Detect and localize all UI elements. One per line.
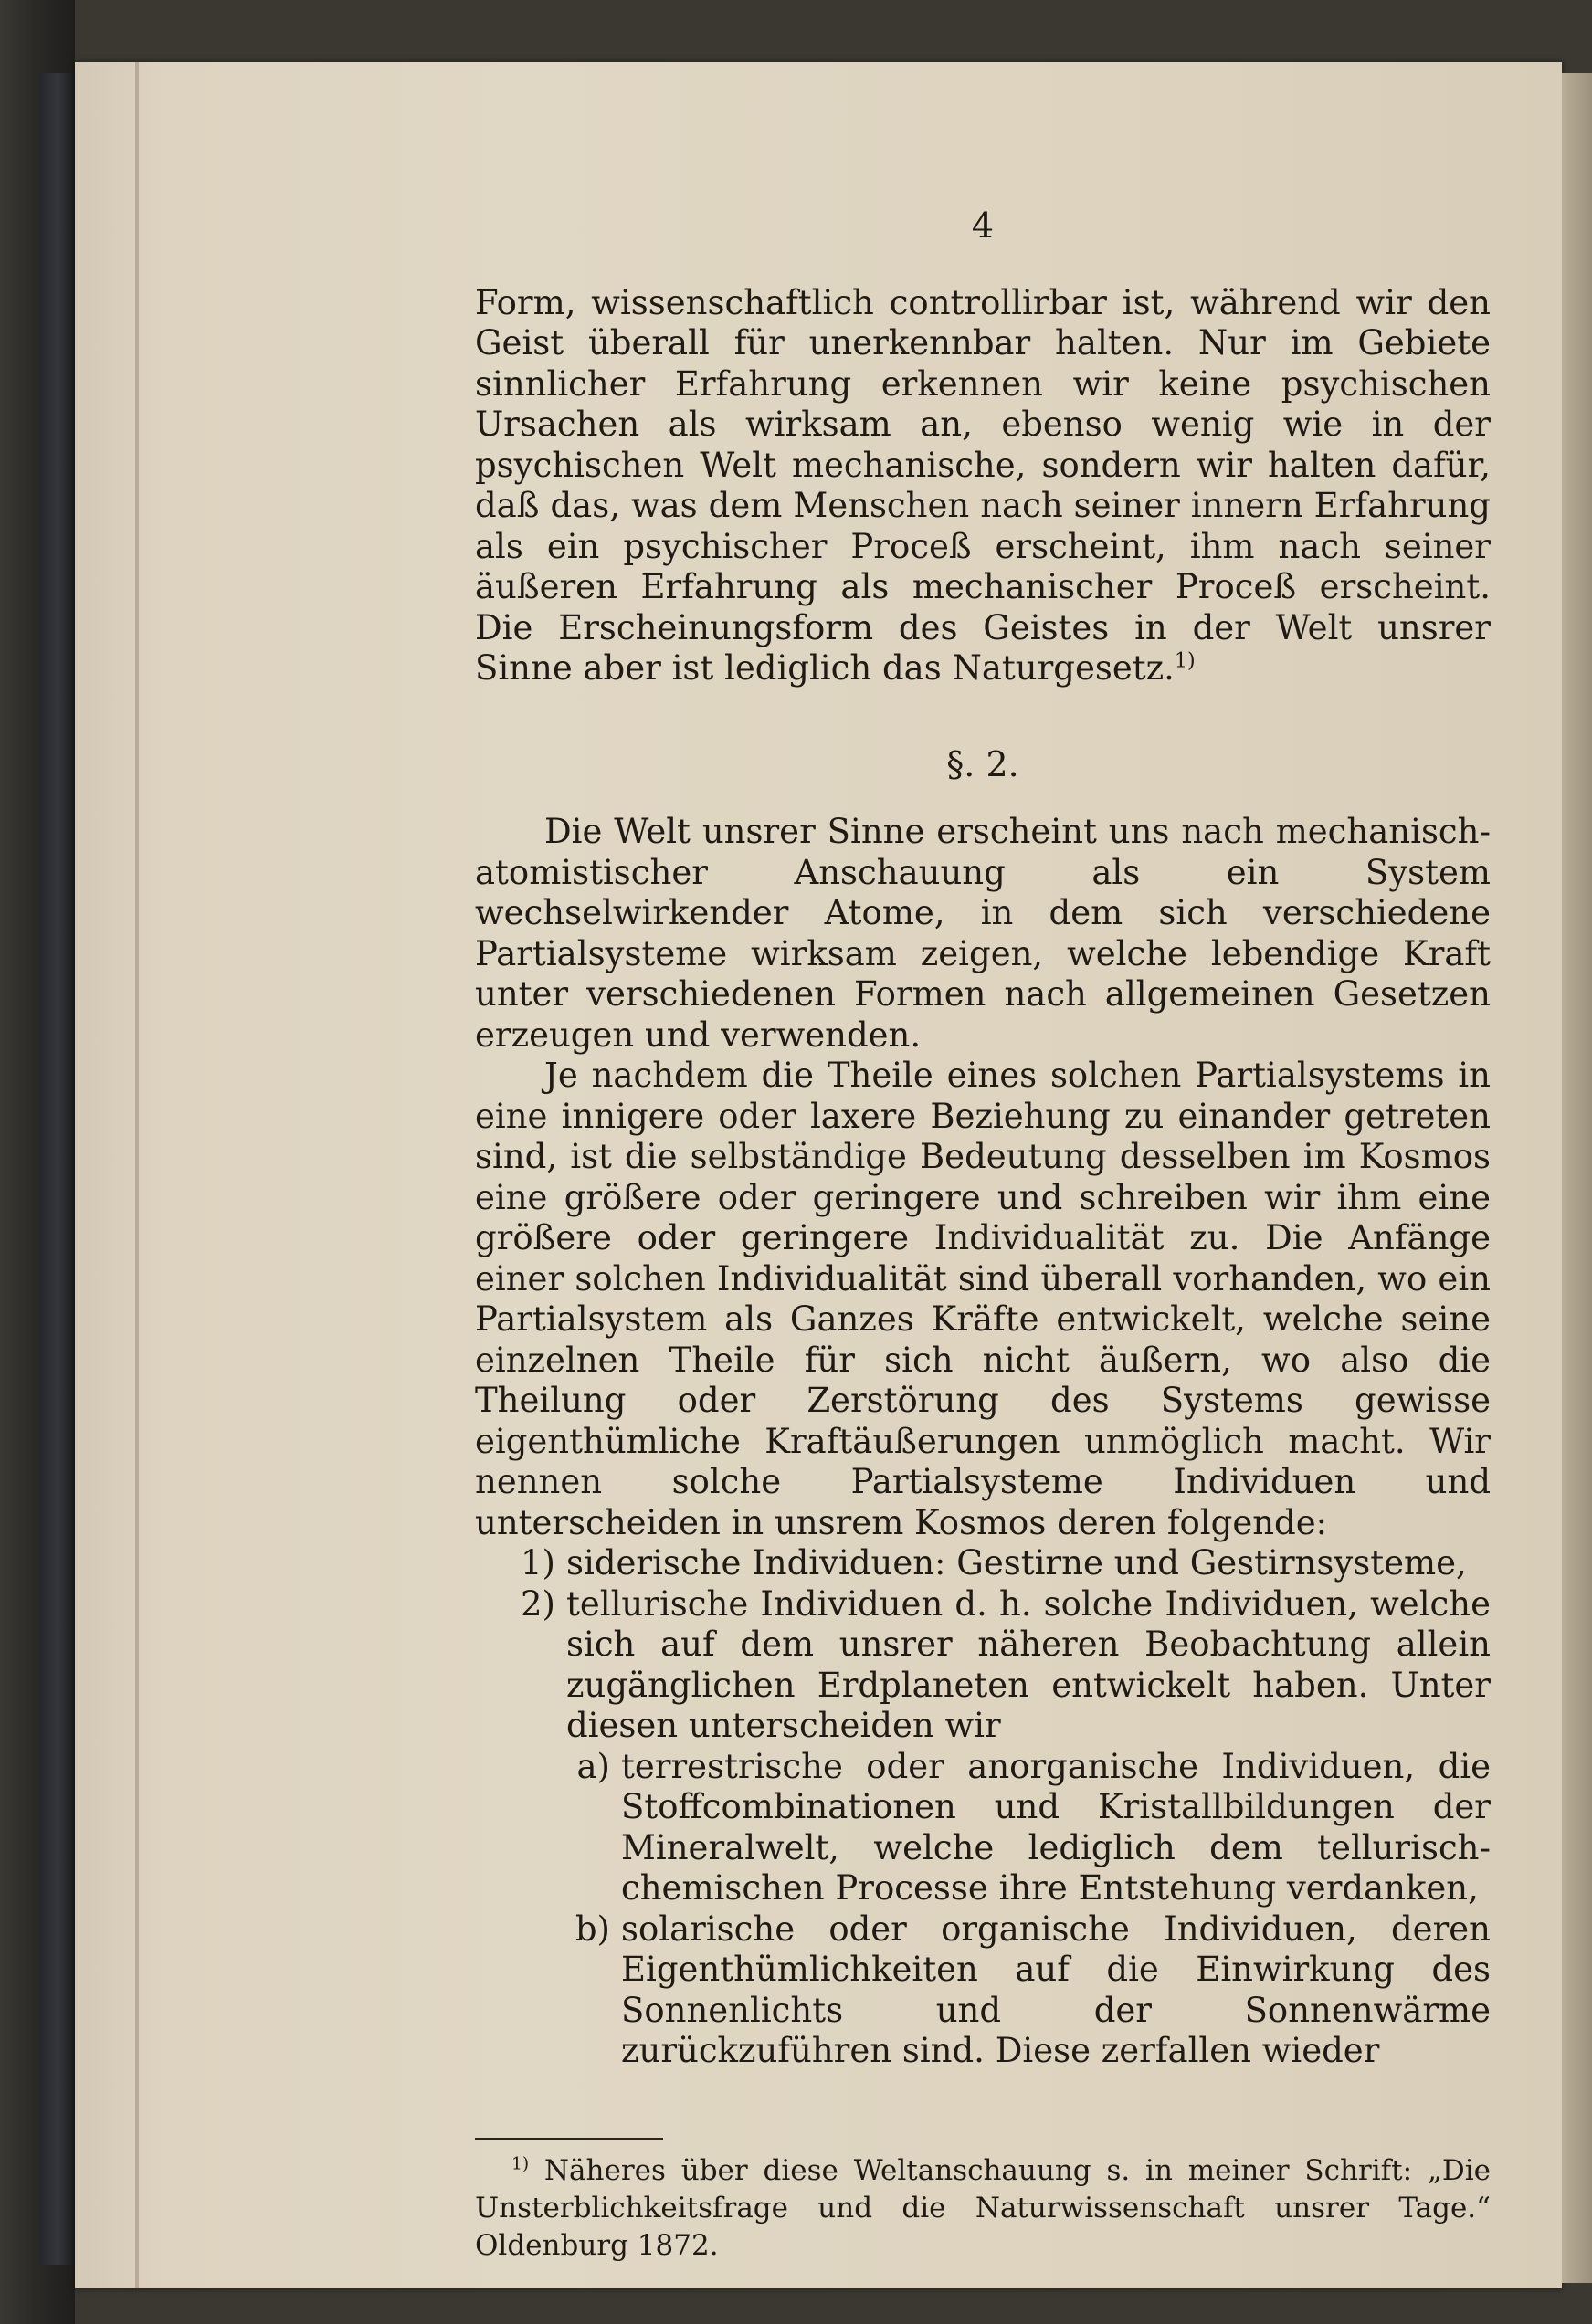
- list-text: solarische oder organische Individuen, deren Eigenthümlichkeiten auf die Einwirkung des Sonnenlichts und der Sonnenwärme zurückzuführen sind. Diese zerfallen wieder: [621, 1909, 1491, 2070]
- list-text: terrestrische oder anorganische Individuen, die Stoffcombinationen und Kristallbildungen der Mineralwelt, welche lediglich dem tellurisch-chemischen Processe ihre Entstehung verdanken,: [621, 1746, 1491, 1908]
- next-page-edge: [1562, 73, 1592, 2283]
- footnote-reference: 1): [1174, 648, 1196, 673]
- list-marker: 2): [521, 1583, 555, 1624]
- page-fold-line: [135, 62, 139, 2288]
- paragraph-text: Form, wissenschaftlich controllirbar ist, während wir den Geist überall für unerkennbar halten. Nur im Gebiete sinnlicher Erfahrung erkennen wir keine psychischen Ursachen als wirksam an, ebenso wenig wie in der psychischen Welt mechanische, sondern wir halten dafür, daß das, was dem Menschen nach seiner innern Erfahrung als ein psychischer Proceß erscheint, ihm nach seiner äußeren Erfahrung als mechanischer Proceß erscheint. Die Erscheinungsform des Geistes in der Welt unsrer Sinne aber ist lediglich das Naturgesetz.: [475, 282, 1491, 688]
- sublist-item: [475, 1909, 1491, 2072]
- section-heading: §. 2.: [946, 743, 1019, 784]
- book-spine-edge: [40, 73, 77, 2265]
- list-marker: b): [575, 1909, 610, 1949]
- paragraph: Je nachdem die Theile eines solchen Partialsystems in eine innigere oder laxere Beziehung zu einander getreten sind, ist die selbständige Bedeutung desselben im Kosmos eine größere oder geringere und schreiben wir ihm eine größere oder geringere Individualität zu. Die Anfänge einer solchen Individualität sind überall vorhanden, wo ein Partialsystem als Ganzes Kräfte entwickelt, welche seine einzelnen Theile für sich nicht äußern, wo also die Theilung oder Zerstörung des Systems gewisse eigenthümliche Kraftäußerungen unmöglich macht. Wir nennen solche Partialsysteme Individuen und unterscheiden in unsrem Kosmos deren folgende:: [475, 1056, 1491, 1542]
- paragraph: Die Welt unsrer Sinne erscheint uns nach mechanisch-atomistischer Anschauung als ein System wechselwirkender Atome, in dem sich verschiedene Partialsysteme wirksam zeigen, welche lebendige Kraft unter verschiedenen Formen nach allgemeinen Gesetzen erzeugen und verwenden.: [475, 812, 1491, 1055]
- list-item: [475, 1543, 1491, 1584]
- book-binding: [0, 0, 75, 2324]
- list-text: siderische Individuen: Gestirne und Gestirnsysteme,: [566, 1543, 1467, 1583]
- paragraph-continuation: [475, 283, 1491, 689]
- sublist-item: [475, 1747, 1491, 1909]
- list-marker: a): [576, 1746, 610, 1786]
- list-marker: 1): [521, 1543, 555, 1583]
- footnote-divider: [475, 2138, 663, 2140]
- page-text-block: [475, 205, 1491, 2265]
- page-number: 4: [971, 205, 995, 246]
- footnote: [475, 2152, 1491, 2265]
- list-text: tellurische Individuen d. h. solche Individuen, welche sich auf dem unsrer näheren Beobachtung allein zugänglichen Erdplaneten entwickelt haben. Unter diesen unterscheiden wir: [566, 1583, 1491, 1745]
- list-item: [475, 1584, 1491, 1747]
- footnote-marker: 1): [511, 2154, 530, 2174]
- footnote-text: Näheres über diese Weltanschauung s. in meiner Schrift: „Die Unsterblichkeitsfrage und die Naturwissenschaft unsrer Tage.“ Oldenburg 1872.: [475, 2153, 1492, 2262]
